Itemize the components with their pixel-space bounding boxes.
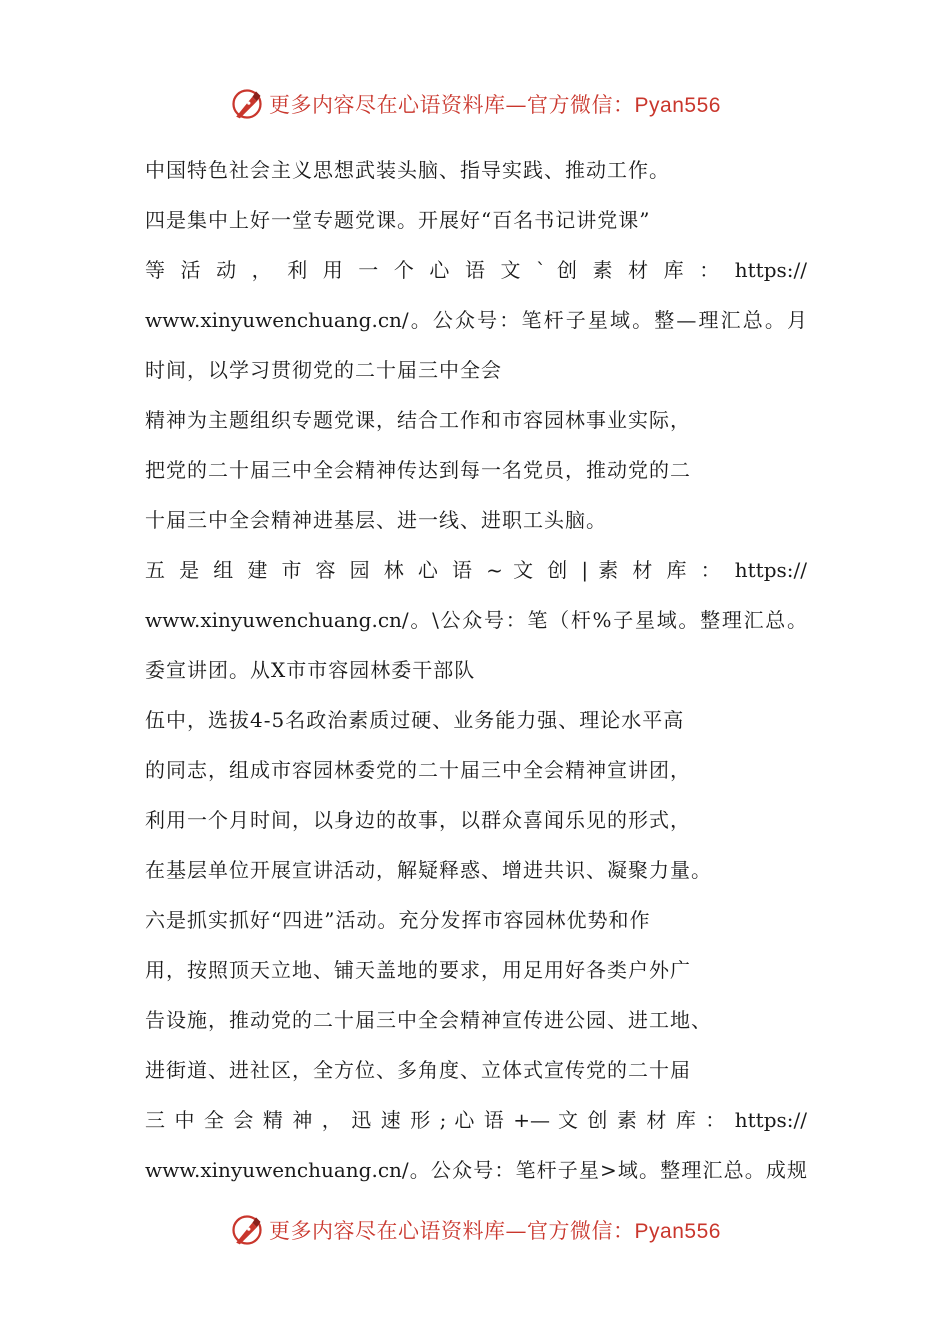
text-line: 在基层单位开展宣讲活动，解疑释惑、增进共识、凝聚力量。	[145, 858, 712, 882]
header-banner-text: 更多内容尽在心语资料库—官方微信：Pyan556	[269, 93, 721, 117]
text-line: 伍中，选拔4-5名政治素质过硬、业务能力强、理论水平高	[145, 708, 685, 732]
pen-nib-circle-icon	[229, 86, 265, 122]
text-line: 时间，以学习贯彻党的二十届三中全会	[145, 358, 502, 382]
header-banner	[0, 82, 950, 126]
wechat-id: Pyan556	[634, 1220, 721, 1243]
text-line: 利用一个月时间，以身边的故事，以群众喜闻乐见的形式，	[145, 808, 691, 832]
text-line: 委宣讲团。从X市市容园林委干部队	[145, 658, 476, 682]
text-line: 中国特色社会主义思想武装头脑、指导实践、推动工作。	[145, 158, 670, 182]
wechat-id: Pyan556	[634, 94, 721, 117]
text-line: 用，按照顶天立地、铺天盖地的要求，用足用好各类户外广	[145, 958, 691, 982]
text-line: 的同志，组成市容园林委党的二十届三中全会精神宣讲团，	[145, 758, 691, 782]
text-line: 三 中 全 会 精 神 ， 迅 速 形 ; 心 语 +— 文 创 素 材 库 ： https://	[145, 1108, 807, 1132]
footer-banner	[0, 1208, 950, 1252]
pen-nib-circle-icon	[229, 1212, 265, 1248]
text-line: 五 是 组 建 市 容 园 林 心 语 ~ 文 创 | 素 材 库 ： https://	[145, 558, 807, 582]
text-line: www.xinyuwenchuang.cn/。公众号：笔杆子星域。整—理汇总。月	[145, 308, 807, 332]
text-line: 等 活 动 ， 利 用 一 个 心 语 文 ` 创 素 材 库 ： https://	[145, 258, 807, 282]
document-body	[145, 150, 807, 1200]
text-line: 十届三中全会精神进基层、进一线、进职工头脑。	[145, 508, 607, 532]
text-line: 进街道、进社区，全方位、多角度、立体式宣传党的二十届	[145, 1058, 691, 1082]
text-line: 六是抓实抓好“四进”活动。充分发挥市容园林优势和作	[145, 908, 651, 932]
text-line: 精神为主题组织专题党课，结合工作和市容园林事业实际，	[145, 408, 691, 432]
text-line: 告设施，推动党的二十届三中全会精神宣传进公园、进工地、	[145, 1008, 712, 1032]
text-line: www.xinyuwenchuang.cn/。公众号：笔杆子星>域。整理汇总。成规	[145, 1158, 807, 1182]
footer-banner-text: 更多内容尽在心语资料库—官方微信：Pyan556	[269, 1219, 721, 1243]
text-line: 四是集中上好一堂专题党课。开展好“百名书记讲党课”	[145, 208, 651, 232]
text-line: www.xinyuwenchuang.cn/。\公众号：笔（杆%子星域。整理汇总。	[145, 608, 807, 632]
text-line: 把党的二十届三中全会精神传达到每一名党员，推动党的二	[145, 458, 691, 482]
